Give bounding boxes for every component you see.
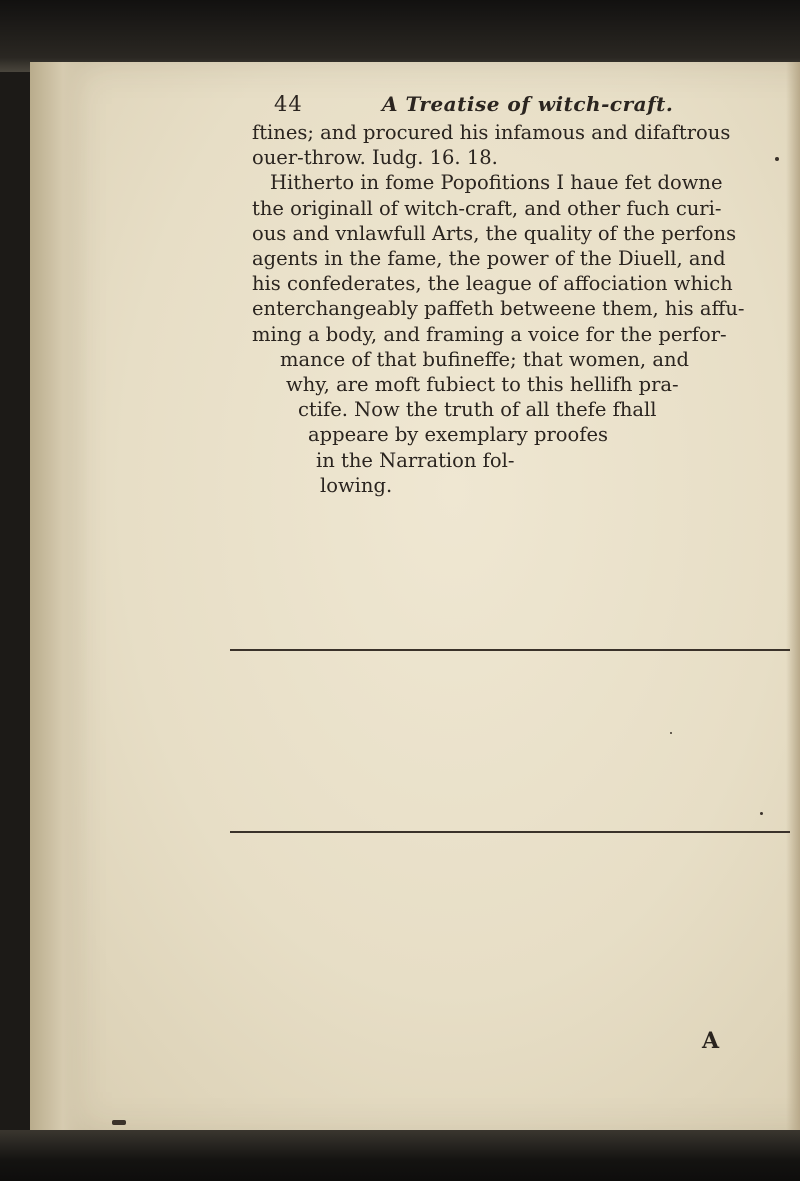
text-line: ctife. Now the truth of all thefe fhall [298, 398, 657, 422]
printed-rule-top [230, 649, 790, 651]
paper-speck [670, 732, 672, 734]
text-line: the originall of witch-craft, and other fuch curi- [252, 196, 722, 220]
printed-rule-bottom [230, 831, 790, 833]
text-line: lowing. [320, 473, 393, 497]
text-line: his confederates, the league of affociation which [252, 272, 733, 296]
text-line: in the Narration fol- [316, 448, 515, 472]
text-line: ftines; and procured his infamous and difaftrous [252, 121, 731, 144]
paper-speck [775, 157, 779, 161]
running-title: A Treatise of witch-craft. [382, 92, 674, 116]
text-line: enterchangeably paffeth betweene them, his affu- [252, 297, 745, 321]
paper-speck [760, 812, 763, 815]
text-line: why, are moft fubiect to this hellifh pra- [286, 373, 679, 397]
text-line: agents in the fame, the power of the Diuell, and [252, 247, 726, 271]
text-line: appeare by exemplary proofes [308, 423, 609, 447]
page-edge [786, 62, 800, 1134]
text-line: ming a body, and framing a voice for the perfor- [252, 322, 727, 346]
text-line: ouer-throw. Iudg. 16. 18. [252, 146, 498, 170]
body-text [252, 120, 772, 498]
page-gutter [30, 62, 90, 1134]
text-line: mance of that bufineffe; that women, and [280, 347, 689, 371]
scan-background-bottom [0, 1130, 800, 1181]
catchword: A [702, 1028, 720, 1054]
text-line: ous and vnlawfull Arts, the quality of the perfons [252, 221, 737, 245]
page-number: 44 [274, 92, 303, 116]
text-line: Hitherto in fome Popofitions I haue fet downe [270, 171, 723, 195]
book-page [30, 62, 800, 1134]
paper-speck [112, 1120, 126, 1125]
